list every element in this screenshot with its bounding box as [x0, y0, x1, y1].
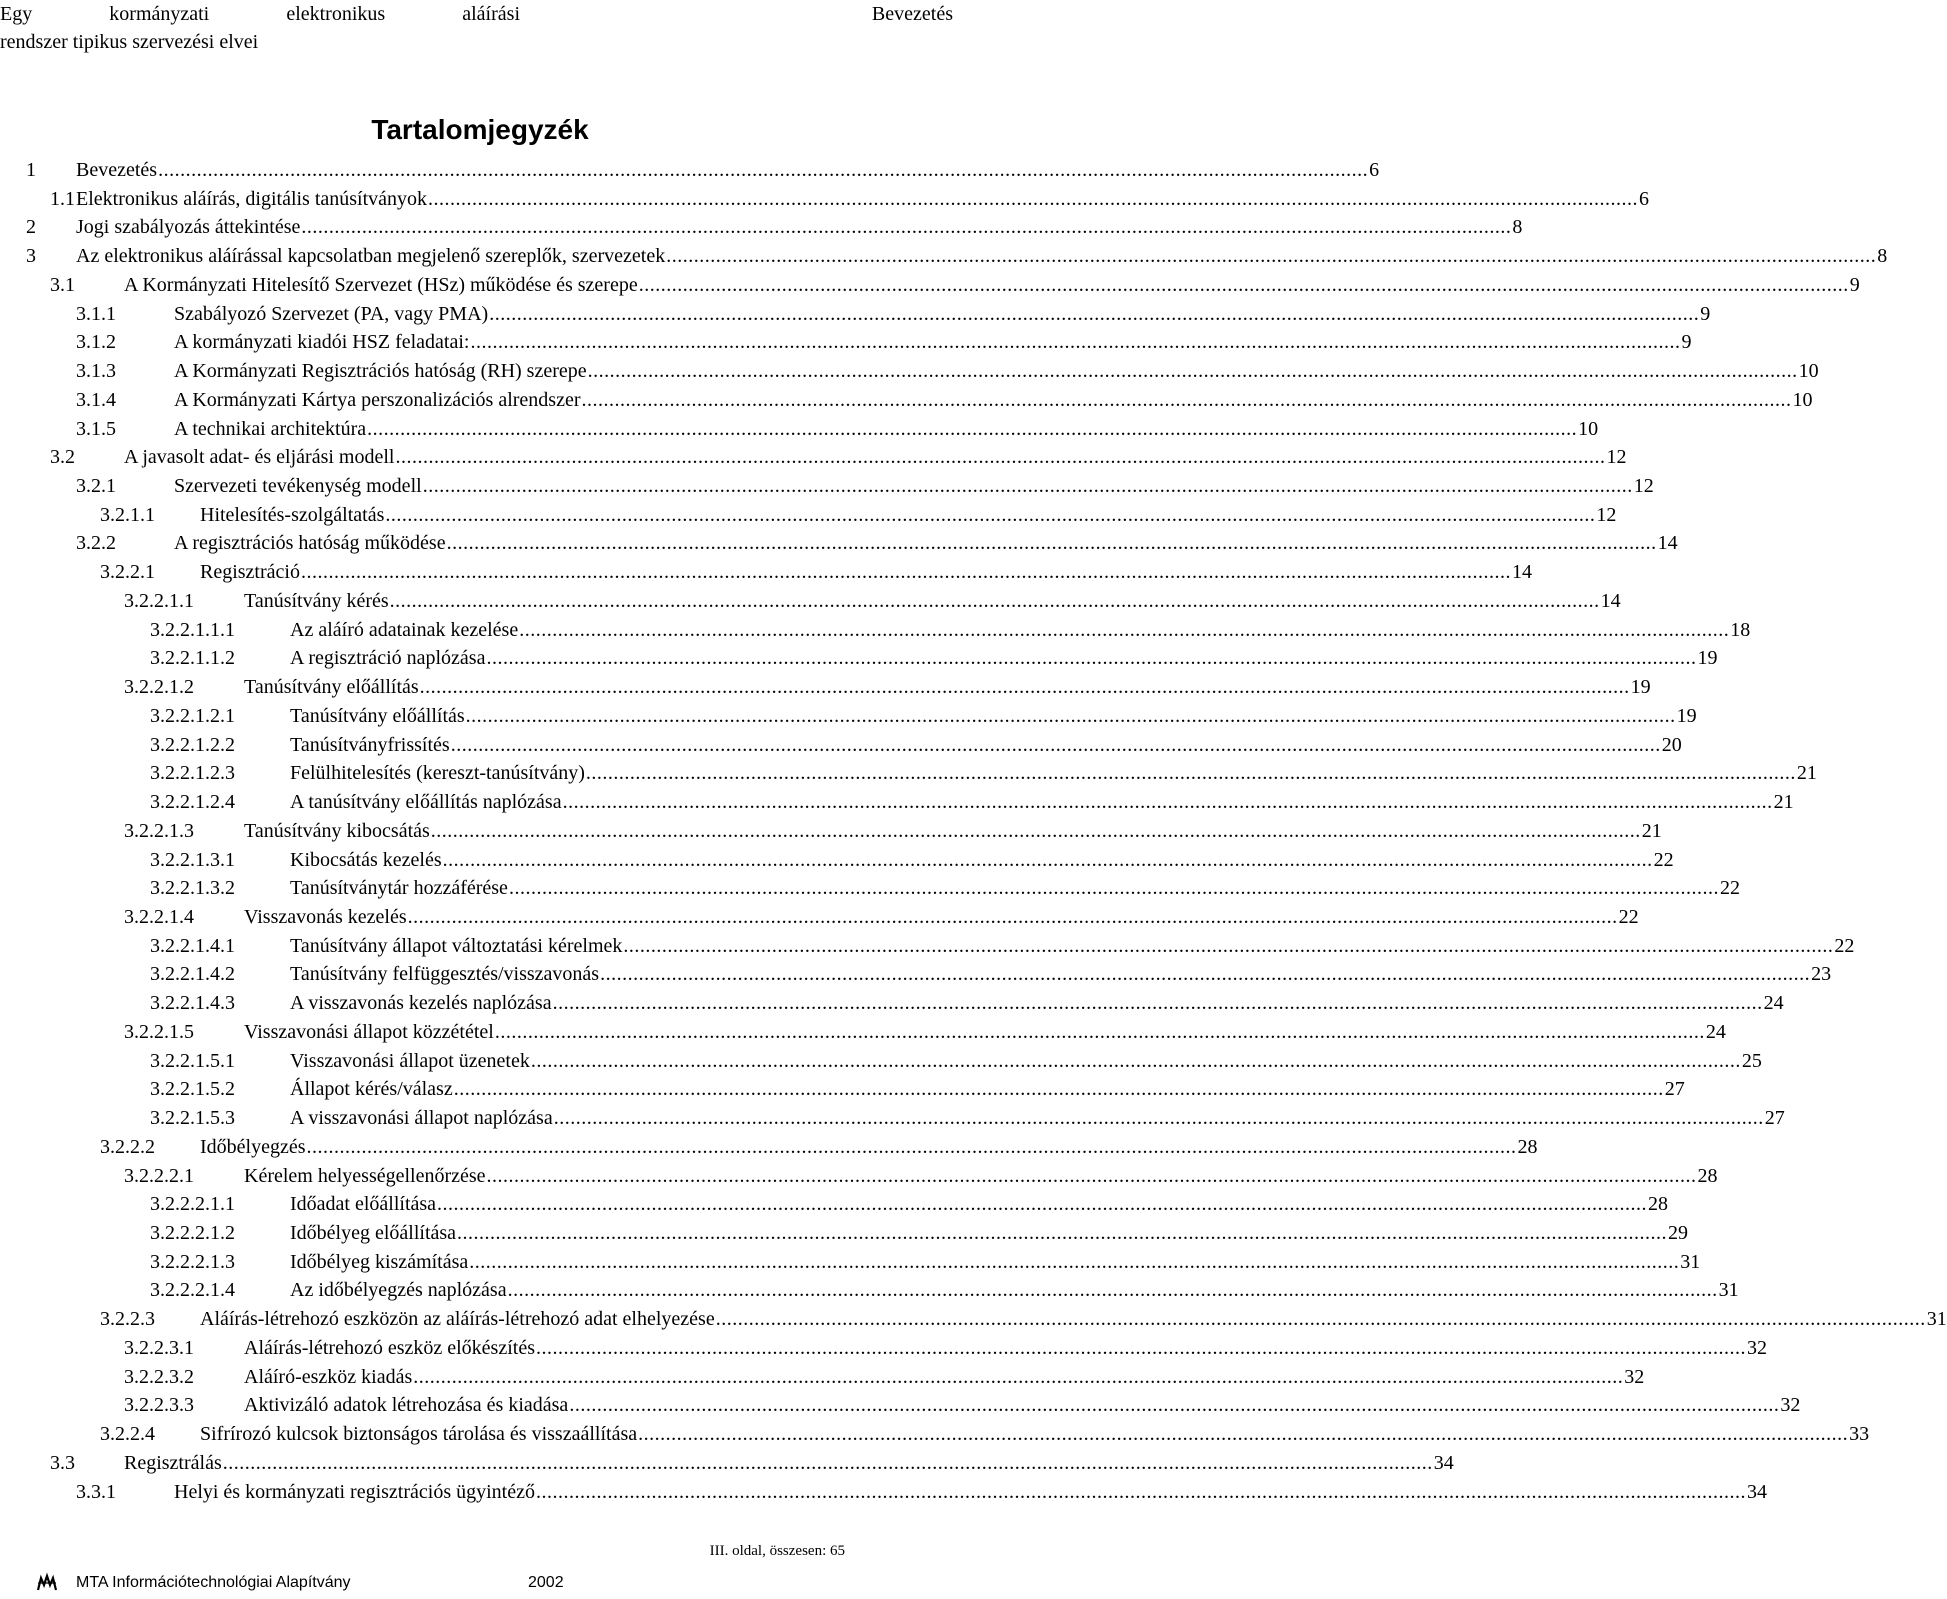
toc-entry-number: 3.2.2.3.1 — [124, 1336, 194, 1359]
toc-entry-page: 32 — [1624, 1365, 1645, 1388]
toc-entry[interactable] — [100, 499, 1617, 527]
toc-entry-number: 1.1 — [50, 187, 75, 210]
footer-organization: MTA Információtechnológiai Alapítvány — [76, 1574, 351, 1591]
toc-entry-title: A regisztrációs hatóság működése — [174, 532, 446, 555]
toc-entry[interactable] — [150, 930, 1855, 958]
toc-entry-title: Bevezetés — [76, 159, 158, 181]
toc-entry-page: 24 — [1763, 992, 1784, 1015]
toc-entry-page: 20 — [1661, 733, 1682, 756]
toc-dot-leader: ............................................................................................................................................................................................................................ — [301, 216, 1512, 239]
toc-dot-leader: ............................................................................................................................................................................................................................ — [389, 589, 1600, 612]
toc-entry-title: Időbélyegzés — [200, 1135, 306, 1158]
toc-entry-page: 19 — [1630, 676, 1651, 699]
toc-entry-number: 3.2 — [50, 446, 75, 469]
toc-dot-leader: ............................................................................................................................................................................................................................ — [442, 848, 1653, 871]
toc-entry-title: A javasolt adat- és eljárási modell — [124, 446, 395, 469]
toc-entry[interactable] — [50, 1447, 1454, 1475]
toc-entry-number: 3.2.2.3.2 — [124, 1365, 194, 1388]
toc-entry[interactable] — [26, 211, 1523, 239]
header-word: elektronikus — [286, 3, 386, 25]
toc-entry[interactable] — [150, 1246, 1701, 1274]
toc-entry-page: 12 — [1606, 446, 1627, 469]
header-left-line2: rendszer tipikus szervezési elvei — [0, 31, 259, 53]
toc-entry-page: 28 — [1517, 1135, 1538, 1158]
toc-entry-number: 3.1 — [50, 273, 75, 296]
toc-dot-leader: ............................................................................................................................................................................................................................ — [600, 963, 1811, 986]
toc-entry-title: Jogi szabályozás áttekintése — [76, 216, 301, 239]
header-word: kormányzati — [109, 3, 210, 25]
toc-entry[interactable] — [124, 815, 1662, 843]
toc-entry-number: 3.3 — [50, 1451, 75, 1474]
toc-entry[interactable] — [150, 729, 1682, 757]
toc-dot-leader: ............................................................................................................................................................................................................................ — [428, 187, 1639, 210]
toc-dot-leader: ............................................................................................................................................................................................................................ — [508, 877, 1719, 900]
header-word: Egy — [0, 3, 33, 25]
toc-dot-leader: ............................................................................................................................................................................................................................ — [507, 1279, 1718, 1302]
toc-dot-leader: ............................................................................................................................................................................................................................ — [486, 1164, 1697, 1187]
toc-dot-leader: ............................................................................................................................................................................................................................ — [486, 647, 1697, 670]
toc-entry-title: Tanúsítványtár hozzáférése — [290, 877, 508, 900]
toc-dot-leader: ............................................................................................................................................................................................................................ — [395, 446, 1606, 469]
toc-entry-number: 3.2.2.1.5.1 — [150, 1049, 235, 1072]
header-section-name: Bevezetés — [871, 3, 953, 25]
toc-entry-title: A regisztráció naplózása — [290, 647, 486, 670]
toc-entry-title: Tanúsítvány kibocsátás — [244, 819, 430, 842]
toc-entry-page: 8 — [1512, 216, 1523, 239]
toc-dot-leader: ............................................................................................................................................................................................................................ — [158, 159, 1369, 181]
toc-entry-page: 21 — [1773, 791, 1794, 814]
toc-entry-title: Tanúsítvány állapot változtatási kérelmek — [290, 934, 623, 957]
toc-entry-number: 3.2.2.3 — [100, 1308, 155, 1331]
toc-entry-page: 29 — [1668, 1222, 1689, 1244]
toc-dot-leader: ............................................................................................................................................................................................................................ — [407, 905, 1618, 928]
toc-entry-page: 9 — [1849, 273, 1860, 296]
toc-entry-number: 3.2.2.1.2.3 — [150, 762, 235, 785]
toc-dot-leader: ............................................................................................................................................................................................................................ — [494, 1020, 1705, 1043]
toc-entry-page: 10 — [1578, 417, 1599, 440]
toc-entry-number: 3.2.2.2.1 — [124, 1164, 194, 1187]
toc-entry-title: A Kormányzati Kártya perszonalizációs alrendszer — [174, 388, 581, 411]
toc-entry-number: 3.2.2.1.4 — [124, 905, 194, 928]
toc-entry-page: 27 — [1664, 1078, 1685, 1101]
toc-entry-title: Szervezeti tevékenység modell — [174, 475, 422, 498]
toc-entry-page: 32 — [1780, 1394, 1801, 1417]
toc-entry-page: 9 — [1700, 302, 1711, 325]
toc-dot-leader: ............................................................................................................................................................................................................................ — [666, 245, 1877, 268]
toc-dot-leader: ............................................................................................................................................................................................................................ — [419, 676, 1630, 699]
toc-entry[interactable] — [150, 1188, 1669, 1216]
toc-entry-title: Szabályozó Szervezet (PA, vagy PMA) — [174, 302, 489, 325]
toc-dot-leader: ............................................................................................................................................................................................................................ — [553, 1107, 1764, 1130]
toc-dot-leader: ............................................................................................................................................................................................................................ — [585, 762, 1796, 785]
toc-entry-page: 22 — [1834, 934, 1855, 957]
toc-entry-number: 3.2.2.1.5 — [124, 1020, 194, 1043]
toc-entry-title: Az időbélyegzés naplózása — [290, 1279, 507, 1302]
toc-entry-page: 14 — [1600, 589, 1621, 612]
toc-entry-page: 9 — [1681, 331, 1692, 354]
toc-entry-number: 3.2.1 — [76, 475, 116, 498]
toc-dot-leader: ............................................................................................................................................................................................................................ — [450, 733, 1661, 756]
toc-entry-number: 3.2.2.1.3.1 — [150, 848, 235, 871]
toc-dot-leader: ............................................................................................................................................................................................................................ — [581, 388, 1792, 411]
toc-entry-number: 3.1.2 — [76, 331, 116, 354]
toc-entry-title: Hitelesítés-szolgáltatás — [200, 503, 385, 526]
toc-entry[interactable] — [76, 470, 1654, 498]
toc-entry-page: 8 — [1877, 245, 1888, 268]
toc-dot-leader: ............................................................................................................................................................................................................................ — [469, 1250, 1680, 1273]
toc-entry[interactable] — [124, 1016, 1726, 1044]
toc-entry[interactable] — [124, 1160, 1718, 1188]
toc-dot-leader: ............................................................................................................................................................................................................................ — [715, 1308, 1926, 1331]
toc-entry-title: Aláírás-létrehozó eszköz előkészítés — [244, 1336, 535, 1359]
toc-dot-leader: ............................................................................................................................................................................................................................ — [562, 791, 1773, 814]
toc-entry-title: Aktivizáló adatok létrehozása és kiadása — [244, 1394, 569, 1417]
mta-logo-icon — [37, 1574, 57, 1592]
toc-entry-title: Regisztrálás — [124, 1451, 222, 1474]
toc-entry[interactable] — [76, 326, 1692, 354]
toc-entry[interactable] — [150, 872, 1740, 900]
toc-dot-leader: ............................................................................................................................................................................................................................ — [623, 934, 1834, 957]
toc-entry-page: 10 — [1798, 360, 1819, 383]
toc-dot-leader: ............................................................................................................................................................................................................................ — [638, 1423, 1849, 1446]
toc-dot-leader: ............................................................................................................................................................................................................................ — [306, 1135, 1517, 1158]
toc-entry-number: 3.2.2.2.1.4 — [150, 1279, 235, 1302]
toc-entry-page: 22 — [1653, 848, 1674, 871]
toc-entry-page: 31 — [1718, 1279, 1739, 1302]
toc-entry[interactable] — [76, 413, 1599, 441]
toc-entry-title: Regisztráció — [200, 561, 300, 584]
toc-entry-title: Visszavonási állapot közzététel — [244, 1020, 494, 1043]
toc-entry-title: Visszavonási állapot üzenetek — [290, 1049, 530, 1072]
toc-entry-number: 3.3.1 — [76, 1480, 116, 1503]
toc-entry-number: 1 — [26, 159, 36, 181]
toc-entry-page: 19 — [1697, 647, 1718, 670]
toc-entry-number: 3.2.2.2.1.2 — [150, 1222, 235, 1244]
toc-entry-page: 12 — [1633, 475, 1654, 498]
toc-entry-page: 6 — [1639, 187, 1650, 210]
toc-entry-page: 28 — [1648, 1193, 1669, 1216]
toc-dot-leader: ............................................................................................................................................................................................................................ — [367, 417, 1578, 440]
toc-entry-title: Sifrírozó kulcsok biztonságos tárolása és visszaállítása — [200, 1423, 638, 1446]
toc-dot-leader: ............................................................................................................................................................................................................................ — [489, 302, 1700, 325]
page-title: Tartalomjegyzék — [371, 114, 589, 145]
toc-entry[interactable] — [100, 556, 1532, 584]
toc-entry-page: 14 — [1511, 561, 1532, 584]
toc-entry-title: Az elektronikus aláírással kapcsolatban megjelenő szereplők, szervezetek — [76, 245, 666, 268]
toc-entry-number: 3.1.1 — [76, 302, 116, 325]
toc-entry[interactable] — [124, 671, 1651, 699]
toc-entry[interactable] — [76, 355, 1819, 383]
toc-entry-number: 3.1.5 — [76, 417, 116, 440]
toc-entry-number: 3 — [26, 245, 36, 268]
toc-entry[interactable] — [150, 1102, 1785, 1130]
toc-entry[interactable] — [50, 183, 1650, 211]
toc-entry-title: Felülhitelesítés (kereszt-tanúsítvány) — [290, 762, 585, 785]
toc-dot-leader: ............................................................................................................................................................................................................................ — [430, 819, 1641, 842]
toc-entry-number: 3.2.2.1.4.1 — [150, 934, 235, 957]
toc-entry-number: 3.2.2.1.5.3 — [150, 1107, 235, 1130]
toc-entry[interactable] — [150, 987, 1784, 1015]
toc-entry-title: Tanúsítvány felfüggesztés/visszavonás — [290, 963, 600, 986]
toc-entry-page: 27 — [1764, 1107, 1785, 1130]
toc-entry[interactable] — [76, 384, 1813, 412]
toc-entry-number: 2 — [26, 216, 36, 239]
footer-page-info: III. oldal, összesen: 65 — [709, 1543, 845, 1559]
toc-entry-title: Időbélyeg előállítása — [290, 1222, 457, 1244]
toc-entry-page: 12 — [1596, 503, 1617, 526]
toc-entry-title: Tanúsítvány előállítás — [290, 704, 465, 727]
toc-entry-number: 3.2.2.1.2.2 — [150, 733, 235, 756]
toc-dot-leader: ............................................................................................................................................................................................................................ — [638, 273, 1849, 296]
toc-entry-number: 3.2.2.1.2.4 — [150, 791, 235, 814]
toc-entry[interactable] — [150, 1274, 1739, 1302]
page-footer — [0, 1540, 960, 1599]
toc-entry[interactable] — [150, 1045, 1762, 1073]
toc-entry-title: Elektronikus aláírás, digitális tanúsítványok — [76, 187, 428, 210]
toc-entry-page: 18 — [1730, 618, 1751, 641]
toc-entry[interactable] — [26, 240, 1888, 268]
toc-entry-number: 3.2.2.4 — [100, 1423, 155, 1446]
toc-dot-leader: ............................................................................................................................................................................................................................ — [470, 331, 1681, 354]
toc-entry-page: 31 — [1926, 1308, 1947, 1331]
toc-entry[interactable] — [76, 298, 1711, 326]
toc-entry-page: 24 — [1705, 1020, 1726, 1043]
toc-entry-title: Időadat előállítása — [290, 1193, 437, 1216]
footer-year: 2002 — [528, 1574, 564, 1591]
toc-entry-number: 3.2.1.1 — [100, 503, 155, 526]
toc-entry-page: 22 — [1719, 877, 1740, 900]
toc-entry-page: 34 — [1433, 1451, 1454, 1474]
toc-entry-title: Tanúsítvány kérés — [244, 589, 389, 612]
toc-entry[interactable] — [100, 1418, 1870, 1446]
toc-entry-number: 3.2.2.1.4.2 — [150, 963, 235, 986]
toc-entry[interactable] — [100, 1131, 1538, 1159]
toc-entry[interactable] — [124, 1332, 1767, 1360]
toc-entry[interactable] — [124, 901, 1639, 929]
toc-dot-leader: ............................................................................................................................................................................................................................ — [413, 1365, 1624, 1388]
toc-entry-number: 3.2.2.1.3.2 — [150, 877, 235, 900]
toc-entry-number: 3.2.2.3.3 — [124, 1394, 194, 1417]
toc-entry-number: 3.2.2.2.1.1 — [150, 1193, 235, 1216]
toc-entry-title: Kibocsátás kezelés — [290, 848, 442, 871]
toc-entry-title: A visszavonási állapot naplózása — [290, 1107, 553, 1130]
toc-entry-number: 3.2.2.1.4.3 — [150, 992, 235, 1015]
toc-entry-title: Aláíró-eszköz kiadás — [244, 1365, 413, 1388]
toc-entry[interactable] — [50, 269, 1860, 297]
toc-entry-title: Helyi és kormányzati regisztrációs ügyintéző — [174, 1480, 535, 1503]
toc-entry-title: Állapot kérés/válasz — [290, 1078, 453, 1101]
toc-entry-number: 3.2.2.2 — [100, 1135, 155, 1158]
toc-dot-leader: ............................................................................................................................................................................................................................ — [453, 1078, 1664, 1101]
toc-entry-title: Időbélyeg kiszámítása — [290, 1250, 469, 1273]
toc-entry-page: 31 — [1680, 1250, 1701, 1273]
toc-dot-leader: ............................................................................................................................................................................................................................ — [536, 1480, 1746, 1503]
header-word: aláírási — [462, 3, 520, 25]
toc-entry-page: 34 — [1747, 1480, 1767, 1503]
toc-dot-leader: ............................................................................................................................................................................................................................ — [587, 360, 1798, 383]
toc-entry-number: 3.2.2.1.2 — [124, 676, 194, 699]
toc-entry-page: 19 — [1676, 704, 1697, 727]
toc-dot-leader: ............................................................................................................................................................................................................................ — [222, 1451, 1433, 1474]
toc-entry[interactable] — [150, 642, 1718, 670]
toc-entry[interactable] — [150, 844, 1674, 872]
toc-dot-leader: ............................................................................................................................................................................................................................ — [535, 1336, 1746, 1359]
toc-dot-leader: ............................................................................................................................................................................................................................ — [300, 561, 1511, 584]
toc-dot-leader: ............................................................................................................................................................................................................................ — [552, 992, 1763, 1015]
toc-dot-leader: ............................................................................................................................................................................................................................ — [569, 1394, 1780, 1417]
toc-entry-number: 3.2.2.1.1 — [124, 589, 194, 612]
toc-entry-number: 3.2.2.1 — [100, 561, 155, 584]
toc-entry-number: 3.2.2.1.2.1 — [150, 704, 235, 727]
toc-entry-title: A kormányzati kiadói HSZ feladatai: — [174, 331, 470, 354]
toc-dot-leader: ............................................................................................................................................................................................................................ — [437, 1193, 1648, 1216]
toc-entry[interactable] — [76, 1476, 1767, 1504]
toc-entry[interactable] — [100, 1303, 1947, 1331]
toc-entry-number: 3.1.3 — [76, 360, 116, 383]
toc-entry-number: 3.2.2.1.3 — [124, 819, 194, 842]
toc-entry[interactable] — [150, 1073, 1685, 1101]
toc-dot-leader: ............................................................................................................................................................................................................................ — [530, 1049, 1741, 1072]
toc-entry-page: 23 — [1811, 963, 1832, 986]
toc-entry-page: 21 — [1641, 819, 1662, 842]
toc-entry-title: Tanúsítványfrissítés — [290, 733, 450, 756]
toc-entry-title: A tanúsítvány előállítás naplózása — [290, 791, 562, 814]
toc-entry-title: Aláírás-létrehozó eszközön az aláírás-létrehozó adat elhelyezése — [200, 1308, 715, 1331]
toc-entry[interactable] — [150, 958, 1832, 986]
toc-dot-leader: ............................................................................................................................................................................................................................ — [465, 704, 1676, 727]
toc-entry-number: 3.2.2.1.5.2 — [150, 1078, 235, 1101]
toc-entry-page: 32 — [1746, 1336, 1767, 1359]
toc-entry-page: 10 — [1792, 388, 1813, 411]
toc-entry-title: A technikai architektúra — [174, 417, 367, 440]
toc-entry[interactable] — [150, 614, 1751, 642]
toc-dot-leader: ............................................................................................................................................................................................................................ — [446, 532, 1657, 555]
toc-entry[interactable] — [124, 585, 1621, 613]
toc-entry-page: 33 — [1849, 1423, 1870, 1446]
toc-entry-number: 3.2.2.1.1.1 — [150, 618, 235, 641]
toc-entry[interactable] — [150, 757, 1817, 785]
toc-entry-title: Tanúsítvány előállítás — [244, 676, 419, 699]
toc-entry[interactable] — [150, 700, 1697, 728]
toc-entry[interactable] — [26, 154, 1380, 182]
toc-entry[interactable] — [150, 1217, 1689, 1245]
toc-entry-page: 6 — [1369, 159, 1380, 181]
toc-entry[interactable] — [76, 527, 1678, 555]
toc-entry-page: 14 — [1657, 532, 1678, 555]
toc-entry-number: 3.2.2.1.1.2 — [150, 647, 235, 670]
toc-entry[interactable] — [124, 1389, 1801, 1417]
toc-entry-title: Kérelem helyességellenőrzése — [244, 1164, 486, 1187]
toc-entry-number: 3.1.4 — [76, 388, 116, 411]
toc-dot-leader: ............................................................................................................................................................................................................................ — [422, 475, 1633, 498]
toc-dot-leader: ............................................................................................................................................................................................................................ — [519, 618, 1730, 641]
toc-entry-title: A Kormányzati Hitelesítő Szervezet (HSz) működése és szerepe — [124, 273, 638, 296]
toc-entry-title: Az aláíró adatainak kezelése — [290, 618, 519, 641]
toc-entry[interactable] — [124, 1361, 1645, 1389]
toc-entry[interactable] — [50, 441, 1627, 469]
toc-entry-title: A visszavonás kezelés naplózása — [290, 992, 552, 1015]
toc-entry-title: A Kormányzati Regisztrációs hatóság (RH) szerepe — [174, 360, 587, 383]
toc-entry-page: 21 — [1796, 762, 1817, 785]
header-left-line1 — [0, 0, 520, 28]
toc-entry-page: 25 — [1741, 1049, 1762, 1072]
toc-entry[interactable] — [150, 786, 1794, 814]
toc-dot-leader: ............................................................................................................................................................................................................................ — [457, 1222, 1668, 1244]
toc-entry-title: Visszavonás kezelés — [244, 905, 407, 928]
toc-entry-number: 3.2.2.2.1.3 — [150, 1250, 235, 1273]
toc-entry-page: 28 — [1697, 1164, 1718, 1187]
toc-dot-leader: ............................................................................................................................................................................................................................ — [385, 503, 1596, 526]
toc-entry-number: 3.2.2 — [76, 532, 116, 555]
toc-entry-page: 22 — [1618, 905, 1639, 928]
